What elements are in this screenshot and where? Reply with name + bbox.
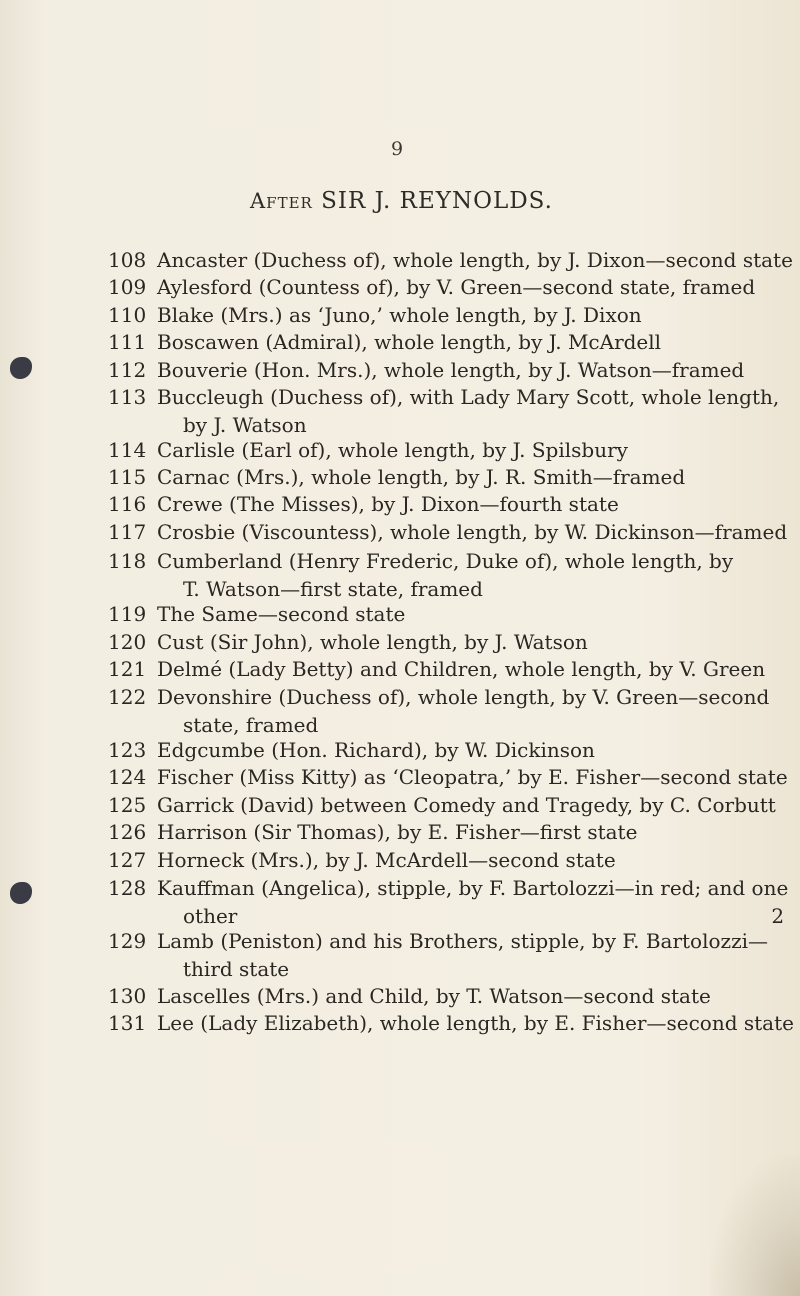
entry-line: Devonshire (Duchess of), whole length, by V. Green—second	[157, 685, 770, 709]
entry-line: Aylesford (Countess of), by V. Green—second state, framed	[157, 275, 756, 299]
entry-line: Bouverie (Hon. Mrs.), whole length, by J. Watson—framed	[157, 358, 745, 382]
entry-line: The Same—second state	[157, 602, 406, 626]
lot-number: 116	[108, 492, 147, 516]
entry-description	[157, 301, 767, 329]
heading-prefix: After	[250, 189, 313, 213]
entry-description	[157, 518, 788, 546]
lot-number: 126	[108, 820, 147, 844]
entry-line: Crosbie (Viscountess), whole length, by W. Dickinson—framed	[157, 520, 788, 544]
lot-number: 130	[108, 984, 147, 1008]
page-number: 9	[391, 138, 404, 160]
entry-description	[157, 818, 767, 846]
entry-line: Ancaster (Duchess of), whole length, by J. Dixon—second state	[157, 248, 793, 272]
lot-number: 128	[108, 876, 147, 900]
lot-number: 131	[108, 1011, 147, 1035]
entry-line: Cumberland (Henry Frederic, Duke of), whole length, by	[157, 549, 734, 573]
lot-number: 120	[108, 630, 147, 654]
entry-continuation-line: by J. Watson	[183, 413, 307, 437]
entry-description	[157, 628, 767, 656]
section-heading	[250, 188, 553, 214]
entry-description	[157, 273, 767, 301]
lot-number: 121	[108, 657, 147, 681]
entry-description	[157, 246, 793, 274]
entry-description	[157, 1009, 794, 1037]
entry-continuation-line: other 2	[183, 904, 785, 928]
entry-continuation-line: T. Watson—first state, framed	[183, 577, 483, 601]
entry-line: Lee (Lady Elizabeth), whole length, by E. Fisher—second state	[157, 1011, 794, 1035]
entry-line: Edgcumbe (Hon. Richard), by W. Dickinson	[157, 738, 595, 762]
entry-line: Harrison (Sir Thomas), by E. Fisher—first state	[157, 820, 638, 844]
entry-description	[157, 356, 767, 384]
entry-description	[157, 736, 767, 764]
lot-number: 115	[108, 465, 147, 489]
entry-description	[157, 874, 789, 930]
entry-description	[157, 328, 767, 356]
entry-description	[157, 982, 767, 1010]
lot-number: 117	[108, 520, 147, 544]
entry-description	[157, 791, 776, 819]
entry-description	[157, 600, 767, 628]
page-edge-shadow	[710, 1156, 800, 1296]
heading-title: SIR J. REYNOLDS.	[321, 188, 553, 214]
entry-line: Lamb (Peniston) and his Brothers, stipple, by F. Bartolozzi—	[157, 929, 768, 953]
entry-description	[157, 683, 770, 739]
entry-line: Lascelles (Mrs.) and Child, by T. Watson—second state	[157, 984, 711, 1008]
lot-number: 124	[108, 765, 147, 789]
entry-description	[157, 927, 767, 983]
entry-description	[157, 763, 788, 791]
entry-description	[157, 436, 767, 464]
lot-number: 110	[108, 303, 147, 327]
lot-number: 122	[108, 685, 147, 709]
entry-line: Buccleugh (Duchess of), with Lady Mary Scott, whole length,	[157, 385, 780, 409]
lot-number: 129	[108, 929, 147, 953]
lot-number: 109	[108, 275, 147, 299]
lot-number: 123	[108, 738, 147, 762]
entry-continuation-line: state, framed	[183, 713, 319, 737]
entry-line: Garrick (David) between Comedy and Tragedy, by C. Corbutt	[157, 793, 776, 817]
binding-hole-lower	[10, 882, 32, 904]
entry-description	[157, 383, 780, 439]
lot-number: 119	[108, 602, 147, 626]
lot-number: 108	[108, 248, 147, 272]
entry-description	[157, 655, 767, 683]
entry-line: Kauffman (Angelica), stipple, by F. Bartolozzi—in red; and one	[157, 876, 789, 900]
entry-description	[157, 490, 767, 518]
entry-line: Fischer (Miss Kitty) as ‘Cleopatra,’ by E. Fisher—second state	[157, 765, 788, 789]
entry-line: Horneck (Mrs.), by J. McArdell—second state	[157, 848, 616, 872]
lot-number: 127	[108, 848, 147, 872]
entry-description	[157, 547, 767, 603]
lot-number: 112	[108, 358, 147, 382]
entry-continuation-line: third state	[183, 957, 290, 981]
lot-number: 114	[108, 438, 147, 462]
binding-hole-upper	[10, 357, 32, 379]
entry-description	[157, 463, 767, 491]
entry-line: Boscawen (Admiral), whole length, by J. McArdell	[157, 330, 662, 354]
entry-line: Cust (Sir John), whole length, by J. Watson	[157, 630, 588, 654]
lot-number: 125	[108, 793, 147, 817]
entry-line: Carnac (Mrs.), whole length, by J. R. Smith—framed	[157, 465, 686, 489]
lot-number: 118	[108, 549, 147, 573]
entry-line: Crewe (The Misses), by J. Dixon—fourth state	[157, 492, 619, 516]
entry-description	[157, 846, 767, 874]
lot-number: 111	[108, 330, 147, 354]
entry-line: Carlisle (Earl of), whole length, by J. Spilsbury	[157, 438, 628, 462]
entry-line: Blake (Mrs.) as ‘Juno,’ whole length, by J. Dixon	[157, 303, 642, 327]
entry-line: Delmé (Lady Betty) and Children, whole length, by V. Green	[157, 657, 766, 681]
lot-number: 113	[108, 385, 147, 409]
